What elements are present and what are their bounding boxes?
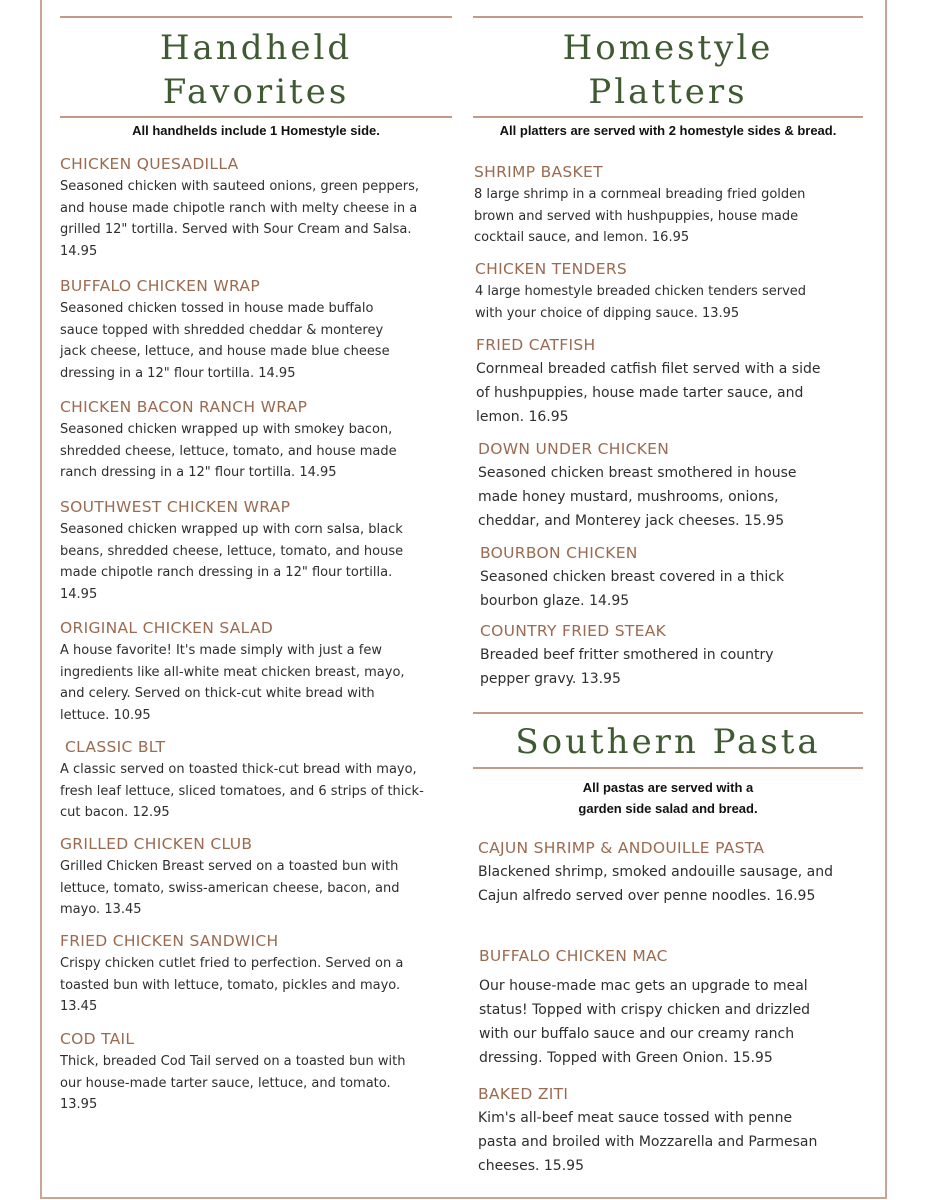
item-description: Cornmeal breaded catfish filet served with a side of hushpuppies, house made tarter sauce, and lemon. 16.95 [476, 361, 821, 425]
item-description: Thick, breaded Cod Tail served on a toasted bun with our house-made tarter sauce, lettuce, and tomato. 13.95 [60, 1054, 406, 1112]
menu-item [474, 162, 824, 249]
menu-item [60, 931, 425, 1018]
item-name: CAJUN SHRIMP & ANDOUILLE PASTA [478, 839, 765, 857]
menu-item [60, 618, 410, 726]
menu-item [60, 834, 420, 921]
menu-item [478, 1084, 823, 1178]
menu-item [60, 497, 430, 605]
item-description: Our house-made mac gets an upgrade to meal status! Topped with crispy chicken and drizzled with our buffalo sauce and our creamy ranch dressing. Topped with Green Onion. 15.95 [479, 978, 811, 1066]
item-name: BOURBON CHICKEN [480, 544, 638, 562]
handheld-title-line2: Favorites [162, 72, 350, 112]
item-description: Seasoned chicken wrapped up with smokey bacon, shredded cheese, lettuce, tomato, and house made ranch dressing in a 12" flour tortilla. 14.95 [60, 422, 397, 480]
menu-item [479, 946, 834, 1070]
item-description: Kim's all-beef meat sauce tossed with penne pasta and broiled with Mozzarella and Parmesan cheeses. 15.95 [478, 1110, 818, 1174]
menu-item [60, 1029, 428, 1116]
pasta-bottom-rule [473, 767, 863, 769]
item-name: BUFFALO CHICKEN WRAP [60, 277, 260, 295]
item-name: CLASSIC BLT [65, 738, 166, 756]
platters-note: All platters are served with 2 homestyle sides & bread. [499, 123, 837, 138]
pasta-note-line1: All pastas are served with a [582, 780, 754, 795]
pasta-note-line2: garden side salad and bread. [578, 801, 758, 816]
handheld-note: All handhelds include 1 Homestyle side. [132, 123, 380, 138]
item-name: SHRIMP BASKET [474, 163, 603, 181]
item-name: CHICKEN BACON RANCH WRAP [60, 398, 308, 416]
item-description: Seasoned chicken tossed in house made buffalo sauce topped with shredded cheddar & monterey jack cheese, lettuce, and house made blue cheese dressing in a 12" flour tortilla. 14.95 [60, 301, 390, 381]
platters-top-rule [473, 16, 863, 18]
item-description: A house favorite! It's made simply with just a few ingredients like all-white meat chicken breast, mayo, and celery. Served on thick-cut white bread with lettuce. 10.95 [60, 643, 405, 723]
handheld-title-line1: Handheld [159, 28, 353, 68]
item-description: 4 large homestyle breaded chicken tenders served with your choice of dipping sauce. 13.95 [475, 284, 807, 321]
item-name: COD TAIL [60, 1030, 135, 1048]
menu-item [475, 259, 825, 324]
menu-item [60, 397, 420, 484]
item-name: BUFFALO CHICKEN MAC [479, 947, 668, 965]
platters-title-line2: Platters [588, 72, 748, 112]
menu-item [480, 543, 825, 613]
platters-bottom-rule [473, 116, 863, 118]
pasta-top-rule [473, 712, 863, 714]
menu-item [60, 154, 428, 262]
handheld-bottom-rule [60, 116, 452, 118]
pasta-title: Southern Pasta [515, 722, 821, 762]
item-description: Seasoned chicken wrapped up with corn salsa, black beans, shredded cheese, lettuce, tomato, and house made chipotle ranch dressing in a 12" flour tortilla. 14.95 [60, 522, 404, 602]
menu-item [476, 335, 828, 429]
item-description: Seasoned chicken breast smothered in house made honey mustard, mushrooms, onions, cheddar, and Monterey jack cheeses. 15.95 [478, 465, 797, 529]
item-description: Crispy chicken cutlet fried to perfection. Served on a toasted bun with lettuce, tomato, pickles and mayo. 13.45 [60, 956, 404, 1014]
item-name: CHICKEN QUESADILLA [60, 155, 239, 173]
menu-item [60, 737, 425, 824]
item-name: CHICKEN TENDERS [475, 260, 628, 278]
item-description: Breaded beef fritter smothered in country pepper gravy. 13.95 [480, 647, 774, 687]
item-name: SOUTHWEST CHICKEN WRAP [60, 498, 291, 516]
item-name: FRIED CATFISH [476, 336, 596, 354]
item-description: A classic served on toasted thick-cut bread with mayo, fresh leaf lettuce, sliced tomatoes, and 6 strips of thick-cut bacon. 12.95 [60, 762, 424, 820]
item-description: 8 large shrimp in a cornmeal breading fried golden brown and served with hushpuppies, house made cocktail sauce, and lemon. 16.95 [474, 187, 806, 245]
item-description: Grilled Chicken Breast served on a toasted bun with lettuce, tomato, swiss-american cheese, bacon, and mayo. 13.45 [60, 859, 400, 917]
item-description: Seasoned chicken breast covered in a thick bourbon glaze. 14.95 [480, 569, 785, 609]
handheld-top-rule [60, 16, 452, 18]
item-description: Seasoned chicken with sauteed onions, green peppers, and house made chipotle ranch with melty cheese in a grilled 12" tortilla. Served with Sour Cream and Salsa. 14.95 [60, 179, 420, 259]
item-name: ORIGINAL CHICKEN SALAD [60, 619, 274, 637]
item-name: FRIED CHICKEN SANDWICH [60, 932, 279, 950]
menu-item [480, 621, 810, 691]
item-name: BAKED ZITI [478, 1085, 569, 1103]
menu-item [478, 439, 828, 533]
item-description: Blackened shrimp, smoked andouille sausage, and Cajun alfredo served over penne noodles. 16.95 [478, 864, 833, 904]
item-name: COUNTRY FRIED STEAK [480, 622, 667, 640]
item-name: GRILLED CHICKEN CLUB [60, 835, 253, 853]
item-name: DOWN UNDER CHICKEN [478, 440, 670, 458]
platters-title-line1: Homestyle [562, 28, 774, 68]
menu-item [60, 276, 410, 384]
menu-item [478, 838, 833, 908]
